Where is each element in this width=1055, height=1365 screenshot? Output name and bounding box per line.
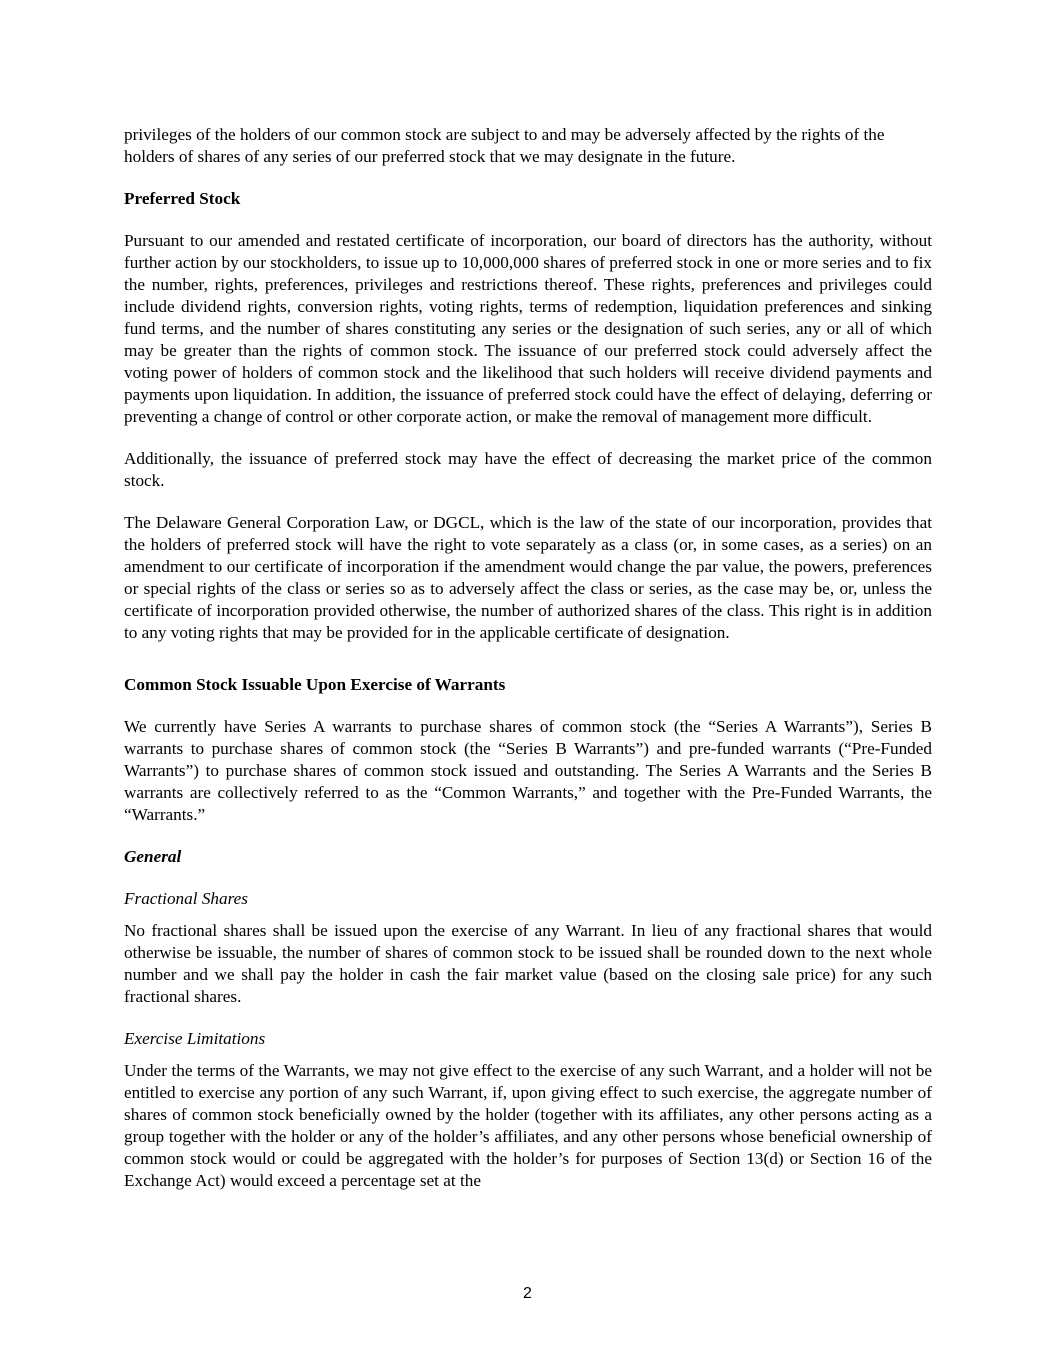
exercise-limitations-heading: Exercise Limitations: [124, 1029, 266, 1048]
intro-paragraph: privileges of the holders of our common stock are subject to and may be adversely affected by the rights of the holders of shares of any series of our preferred stock that we may designate in the future.: [124, 125, 885, 166]
preferred-stock-paragraph: The Delaware General Corporation Law, or DGCL, which is the law of the state of our incorporation, provides that the holders of preferred stock will have the right to vote separately as a class (or, in some cases, as a series) on an amendment to our certificate of incorporation if the amendment would change the par value, the powers, preferences or special rights of the class or series so as to adversely affect the class or series, as the case may be, or, unless the certificate of incorporation provided otherwise, the number of authorized shares of the class. This right is in addition to any voting rights that may be provided for in the applicable certificate of designation.: [124, 513, 932, 642]
warrants-heading: Common Stock Issuable Upon Exercise of Warrants: [124, 675, 506, 694]
preferred-stock-paragraph: Pursuant to our amended and restated certificate of incorporation, our board of directors has the authority, without further action by our stockholders, to issue up to 10,000,000 shares of preferred stock in one or more series and to fix the number, rights, preferences, privileges and restrictions thereof. These rights, preferences and privileges could include dividend rights, conversion rights, voting rights, terms of redemption, liquidation preferences and sinking fund terms, and the number of shares constituting any series or the designation of such series, any or all of which may be greater than the rights of common stock. The issuance of our preferred stock could adversely affect the voting power of holders of common stock and the likelihood that such holders will receive dividend payments and payments upon liquidation. In addition, the issuance of preferred stock could have the effect of delaying, deferring or preventing a change of control or other corporate action, or make the removal of management more difficult.: [124, 231, 932, 426]
fractional-shares-paragraph: No fractional shares shall be issued upon the exercise of any Warrant. In lieu of any fractional shares that would otherwise be issuable, the number of shares of common stock to be issued shall be rounded down to the next whole number and we shall pay the holder in cash the fair market value (based on the closing sale price) for any such fractional shares.: [124, 921, 932, 1006]
general-heading: General: [124, 847, 182, 866]
fractional-shares-heading: Fractional Shares: [124, 889, 248, 908]
preferred-stock-heading: Preferred Stock: [124, 189, 241, 208]
page-content: [124, 124, 932, 1212]
page-number: 2: [523, 1285, 532, 1302]
exercise-limitations-paragraph: Under the terms of the Warrants, we may not give effect to the exercise of any such Warrant, and a holder will not be entitled to exercise any portion of any such Warrant, if, upon giving effect to such exercise, the aggregate number of shares of common stock beneficially owned by the holder (together with its affiliates, any other persons acting as a group together with the holder or any of the holder’s affiliates, and any other persons whose beneficial ownership of common stock would or could be aggregated with the holder’s for purposes of Section 13(d) or Section 16 of the Exchange Act) would exceed a percentage set at the: [124, 1061, 932, 1190]
warrants-paragraph: We currently have Series A warrants to purchase shares of common stock (the “Series A Warrants”), Series B warrants to purchase shares of common stock (the “Series B Warrants”) and pre-funded warrants (“Pre-Funded Warrants”) to purchase shares of common stock issued and outstanding. The Series A Warrants and the Series B warrants are collectively referred to as the “Common Warrants,” and together with the Pre-Funded Warrants, the “Warrants.”: [124, 717, 932, 824]
preferred-stock-paragraph: Additionally, the issuance of preferred stock may have the effect of decreasing the market price of the common stock.: [124, 449, 932, 490]
